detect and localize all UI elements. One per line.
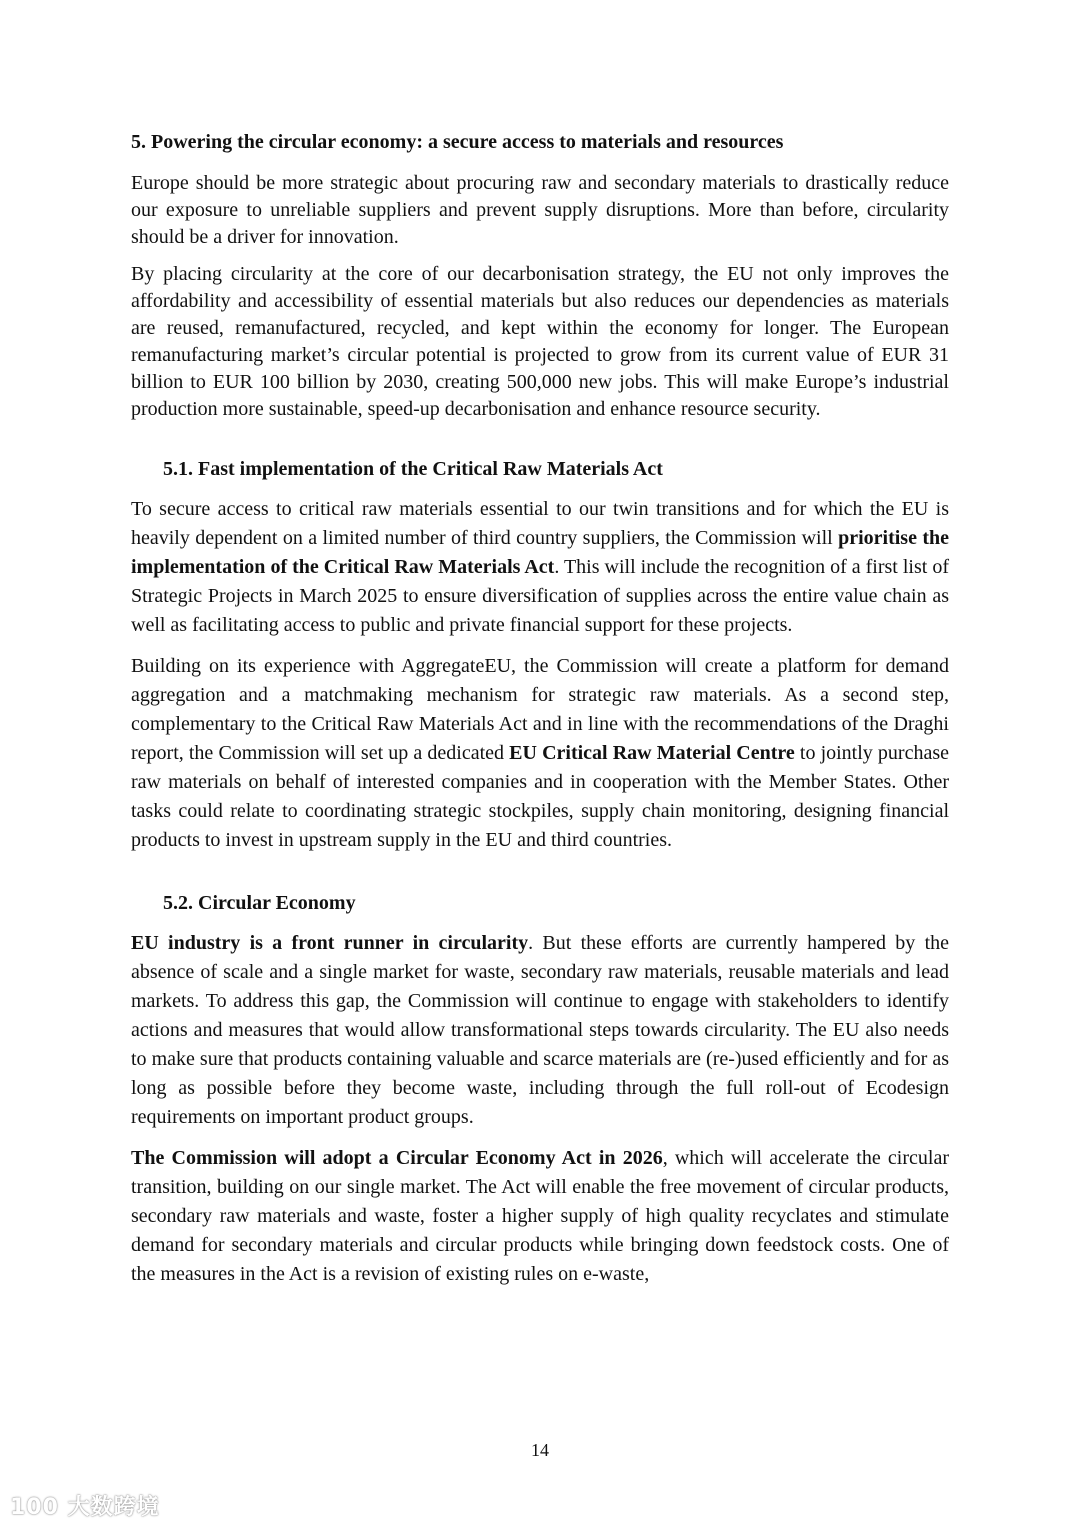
text: . This will include the recognition of a first list of Strategic Projects in March 2025 to ensure diversification of supplies across the entire value chain as well as facilitating access to public and private financial support for these projects. (131, 556, 949, 636)
section-5-paragraph-2: By placing circularity at the core of our decarbonisation strategy, the EU not only improves the affordability and accessibility of essential materials but also reduces our dependencies as materials are reused, remanufactured, recycled, and kept within the economy for longer. The European remanufacturing market’s circular potential is projected to grow from its current value of EUR 31 billion to EUR 100 billion by 2030, creating 500,000 new jobs. This will make Europe’s industrial production more sustainable, speed-up decarbonisation and enhance resource security. (131, 263, 949, 420)
text: , which will accelerate the circular transition, building on our single market. The Act will enable the free movement of circular products, secondary raw materials and waste, foster a higher supply of high quality recyclates and stimulate demand for secondary materials and circular products while bringing down feedstock costs. One of the measures in the Act is a revision of existing rules on e-waste, (131, 1147, 949, 1285)
section-5-1-heading: 5.1. Fast implementation of the Critical Raw Materials Act (163, 458, 663, 480)
text: To secure access to critical raw materials essential to our twin transitions and for which the EU is heavily dependent on a limited number of third country suppliers, the Commission will (131, 498, 949, 549)
text: . But these efforts are currently hampered by the absence of scale and a single market for waste, secondary raw materials, reusable materials and lead markets. To address this gap, the Commission will continue to engage with stakeholders to identify actions and measures that would allow transformational steps towards circularity. The EU also needs to make sure that products containing valuable and scarce materials are (re-)used efficiently and for as long as possible before they become waste, including through the full roll-out of Ecodesign requirements on important product groups. (131, 932, 949, 1128)
document-body (131, 128, 949, 1301)
section-5-paragraph-1: Europe should be more strategic about procuring raw and secondary materials to drastically reduce our exposure to unreliable suppliers and prevent supply disruptions. More than before, circularity should be a driver for innovation. (131, 172, 949, 248)
section-5-1-paragraph-1 (131, 495, 949, 640)
bold-text: prioritise the implementation of the Critical Raw Materials Act (131, 527, 950, 578)
watermark-logo: 100 大数跨境 (10, 1495, 160, 1520)
section-5-2-paragraph-1 (131, 929, 949, 1132)
section-5-2-paragraph-2 (131, 1144, 949, 1289)
text: Building on its experience with AggregateEU, the Commission will create a platform for demand aggregation and a matchmaking mechanism for strategic raw materials. As a second step, complementary to the Critical Raw Materials Act and in line with the recommendations of the Draghi report, the Commission will set up a dedicated (131, 655, 949, 764)
bold-text: EU industry is a front runner in circularity (131, 932, 529, 954)
bold-text: EU Critical Raw Material Centre (509, 742, 795, 764)
bold-text: The Commission will adopt a Circular Economy Act in 2026 (131, 1147, 663, 1169)
section-5-2-heading: 5.2. Circular Economy (163, 892, 356, 914)
section-5-1-paragraph-2 (131, 652, 949, 855)
text: to jointly purchase raw materials on behalf of interested companies and in cooperation with the Member States. Other tasks could relate to coordinating strategic stockpiles, supply chain monitoring, designing financial products to invest in upstream supply in the EU and third countries. (131, 742, 949, 851)
section-5-heading: 5. Powering the circular economy: a secure access to materials and resources (131, 131, 784, 153)
page-number: 14 (531, 1440, 549, 1460)
